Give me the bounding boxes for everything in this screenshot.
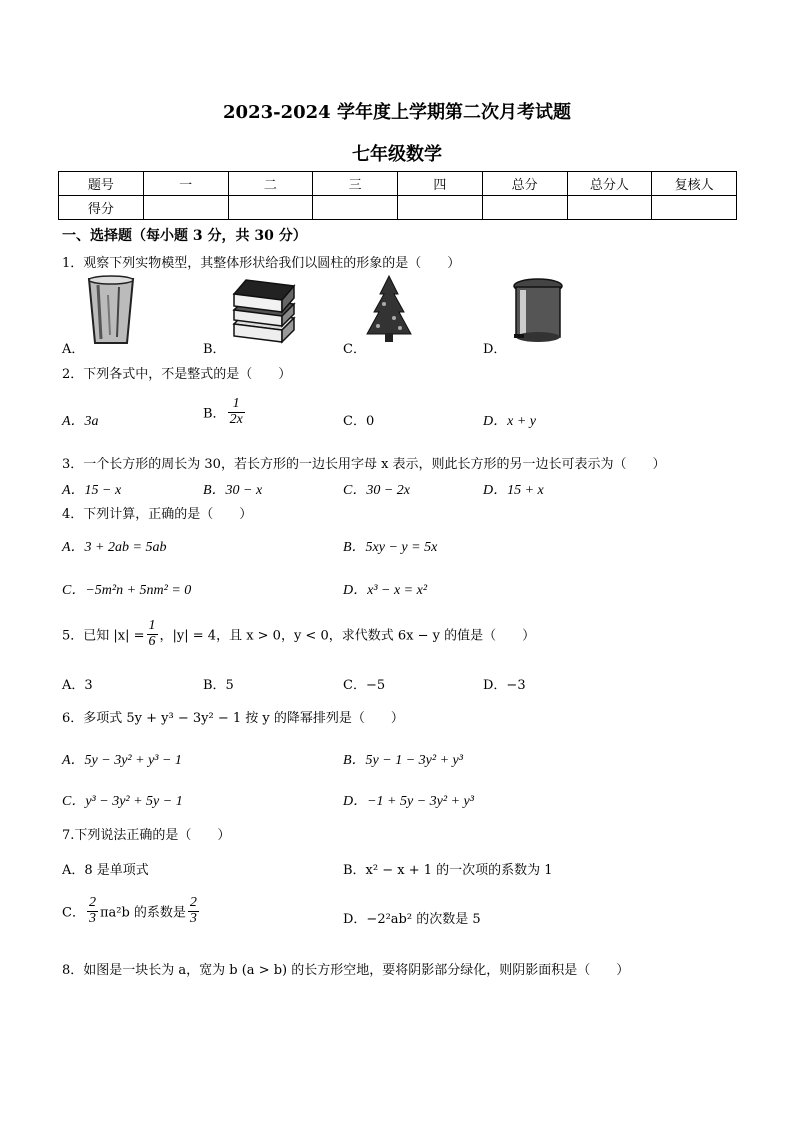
table-cell: 一 [143, 172, 228, 196]
score-table-header-row [59, 172, 737, 196]
fraction-denominator: 6 [148, 633, 156, 649]
table-cell: 题号 [59, 172, 144, 196]
fraction-denominator: 3 [88, 910, 96, 926]
option-a: A． [62, 342, 85, 357]
option-label: C． [62, 905, 85, 921]
question-7-stem: 7.下列说法正确的是（ ） [62, 828, 231, 843]
option-c: C．30 − 2x [343, 483, 410, 498]
score-input-cell[interactable] [398, 196, 483, 220]
score-input-cell[interactable] [567, 196, 652, 220]
option-b: B．5xy − y = 5x [343, 540, 438, 555]
fraction [147, 619, 158, 649]
option-a: A．5y − 3y² + y³ − 1 [62, 753, 182, 768]
option-a: A．3 [62, 678, 93, 693]
stacked-books-icon [228, 276, 296, 346]
christmas-tree-icon [364, 274, 414, 346]
section-heading: 一、选择题（每小题 3 分，共 30 分） [62, 228, 307, 244]
fraction [228, 397, 245, 427]
option-d: D．x³ − x = x² [343, 583, 428, 598]
table-cell: 四 [398, 172, 483, 196]
table-cell: 总分人 [567, 172, 652, 196]
score-input-cell[interactable] [482, 196, 567, 220]
option-a: A．15 − x [62, 483, 122, 498]
stem-text: 5．已知 |x| = [62, 628, 145, 644]
question-2-stem: 2．下列各式中，不是整式的是（ ） [62, 367, 292, 382]
option-d: D．−2²ab² 的次数是 5 [343, 912, 481, 927]
option-a: A．3a [62, 414, 99, 429]
score-table [58, 171, 737, 220]
option-b: B．x² − x + 1 的一次项的系数为 1 [343, 863, 553, 878]
option-b: B．30 − x [203, 483, 263, 498]
option-d: D． [483, 342, 507, 357]
option-d: D．−3 [483, 678, 526, 693]
question-1-stem: 1．观察下列实物模型，其整体形状给我们以圆柱的形象的是（ ） [62, 256, 461, 271]
fraction-numerator: 1 [228, 397, 245, 413]
question-3-stem: 3．一个长方形的周长为 30，若长方形的一边长用字母 x 表示，则此长方形的另一边长可表示为（ ） [62, 457, 666, 472]
option-c: C．−5m²n + 5nm² = 0 [62, 583, 192, 598]
option-c: C．y³ − 3y² + 5y − 1 [62, 794, 183, 809]
fraction [188, 896, 199, 926]
score-table-score-row [59, 196, 737, 220]
page-title: 2023-2024 学年度上学期第二次月考试题 [223, 102, 571, 123]
option-c: C． [343, 342, 366, 357]
fraction-denominator: 2x [229, 411, 243, 427]
fraction-numerator: 1 [148, 618, 156, 633]
score-input-cell[interactable] [143, 196, 228, 220]
trash-can-icon [510, 276, 566, 346]
option-b: B．5 [203, 678, 234, 693]
option-c: C．−5 [343, 678, 386, 693]
fraction [87, 896, 98, 926]
table-cell: 复核人 [652, 172, 737, 196]
score-input-cell[interactable] [228, 196, 313, 220]
fraction-numerator: 2 [189, 895, 197, 910]
table-cell: 三 [313, 172, 398, 196]
option-d: D．x + y [483, 414, 536, 429]
option-label: B． [203, 406, 226, 422]
option-d: D．−1 + 5y − 3y² + y³ [343, 794, 474, 809]
option-b: B． [203, 342, 226, 357]
option-c [62, 896, 201, 926]
option-a: A．8 是单项式 [62, 863, 149, 878]
table-cell: 总分 [482, 172, 567, 196]
option-c: C．0 [343, 414, 375, 429]
glass-cup-icon [86, 275, 136, 347]
fraction-denominator: 3 [189, 910, 197, 926]
question-4-stem: 4．下列计算，正确的是（ ） [62, 507, 253, 522]
table-cell: 二 [228, 172, 313, 196]
fraction-numerator: 2 [88, 895, 96, 910]
score-input-cell[interactable] [313, 196, 398, 220]
score-input-cell[interactable] [652, 196, 737, 220]
question-5-stem [62, 619, 535, 649]
stem-text: ，|y| = 4，且 x > 0，y < 0，求代数式 6x − y 的值是（ ） [159, 628, 536, 644]
option-a: A．3 + 2ab = 5ab [62, 540, 167, 555]
option-text: πa²b 的系数是 [99, 905, 186, 921]
option-b [203, 397, 247, 427]
table-cell: 得分 [59, 196, 144, 220]
question-8-stem: 8．如图是一块长为 a，宽为 b (a > b) 的长方形空地，要将阴影部分绿化，则阴影面积是（ ） [62, 963, 630, 978]
option-d: D．15 + x [483, 483, 544, 498]
question-6-stem: 6．多项式 5y + y³ − 3y² − 1 按 y 的降幂排列是（ ） [62, 711, 404, 726]
option-b: B．5y − 1 − 3y² + y³ [343, 753, 463, 768]
page-subtitle: 七年级数学 [352, 144, 442, 165]
